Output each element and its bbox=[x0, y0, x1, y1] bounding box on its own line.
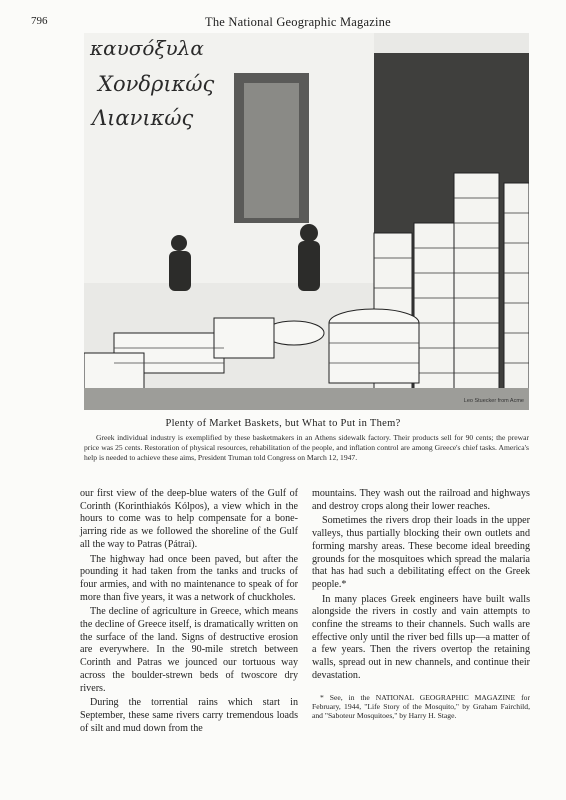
caption-title: Plenty of Market Baskets, but What to Put in Them? bbox=[165, 418, 401, 429]
paragraph: The decline of agriculture in Greece, which means the decline of Greece itself, is dramatically written on the surface of the land. Signs of destructive erosion are everywhere. In the 90-mile stretch between Corinth and Patras we jounced our tortuous way across the boulder-strewn beds of twoscore dry rivers. bbox=[80, 606, 298, 694]
caption-body: Greek individual industry is exemplified by these basketmakers in an Athens sidewalk factory. Their products sell for 90 cents; the prewar price was 25 cents. Restoration of physical resources, rehabilitation of the people, and inflation control are among Greece's chief tasks. America's help is needed to achieve these aims, President Truman told Congress on March 12, 1947. bbox=[84, 433, 529, 462]
sign-line-2: Χονδρικώς bbox=[98, 72, 215, 96]
left-column bbox=[80, 488, 298, 737]
right-column bbox=[312, 488, 530, 722]
page-number: 796 bbox=[31, 15, 48, 27]
photo-illustration bbox=[84, 33, 529, 410]
footnote: * See, in the NATIONAL GEOGRAPHIC MAGAZINE for February, 1944, "Life Story of the Mosquito," by Graham Fairchild, and "Saboteur Mosquitoes," by Harry H. Stage. bbox=[312, 692, 530, 720]
sign-line-1: καυσόξυλα bbox=[90, 36, 204, 60]
paragraph: The highway had once been paved, but after the pounding it had taken from the tanks and trucks of four armies, and with no maintenance to speak of for more than five years, it was a network of chuckholes. bbox=[80, 553, 298, 603]
paragraph: mountains. They wash out the railroad and highways and destroy crops along their lower reaches. bbox=[312, 488, 530, 512]
paragraph: Sometimes the rivers drop their loads in the upper valleys, thus partially blocking their own outlets and forming marshy areas. These become ideal breeding grounds for the mosquitoes which spread the malaria that has had such a debilitating effect on the Greek people.* bbox=[312, 515, 530, 590]
photo-credit: Leo Stuecker from Acme bbox=[463, 398, 524, 404]
paragraph: During the torrential rains which start in September, these same rivers carry tremendous loads of silt and mud down from the bbox=[80, 697, 298, 734]
paragraph: In many places Greek engineers have built walls alongside the rivers in costly and vain attempts to confine the streams to their channels. Such walls are effective only until the river bed fills up—a matter of a few years. Then the rivers overtop the retaining walls, spread out in new channels, and continue their devastation. bbox=[312, 593, 530, 681]
basket-factory-photo bbox=[84, 33, 529, 410]
running-head: The National Geographic Magazine bbox=[205, 15, 391, 29]
sign-line-3: Λιανικώς bbox=[92, 106, 194, 130]
paragraph: our first view of the deep-blue waters of the Gulf of Corinth (Korinthiakós Kólpos), a view which in the hours to come was to help compensate for a bone-jarring ride as we followed the shoreline of the Gulf all the way to Patras (Pátrai). bbox=[80, 488, 298, 550]
